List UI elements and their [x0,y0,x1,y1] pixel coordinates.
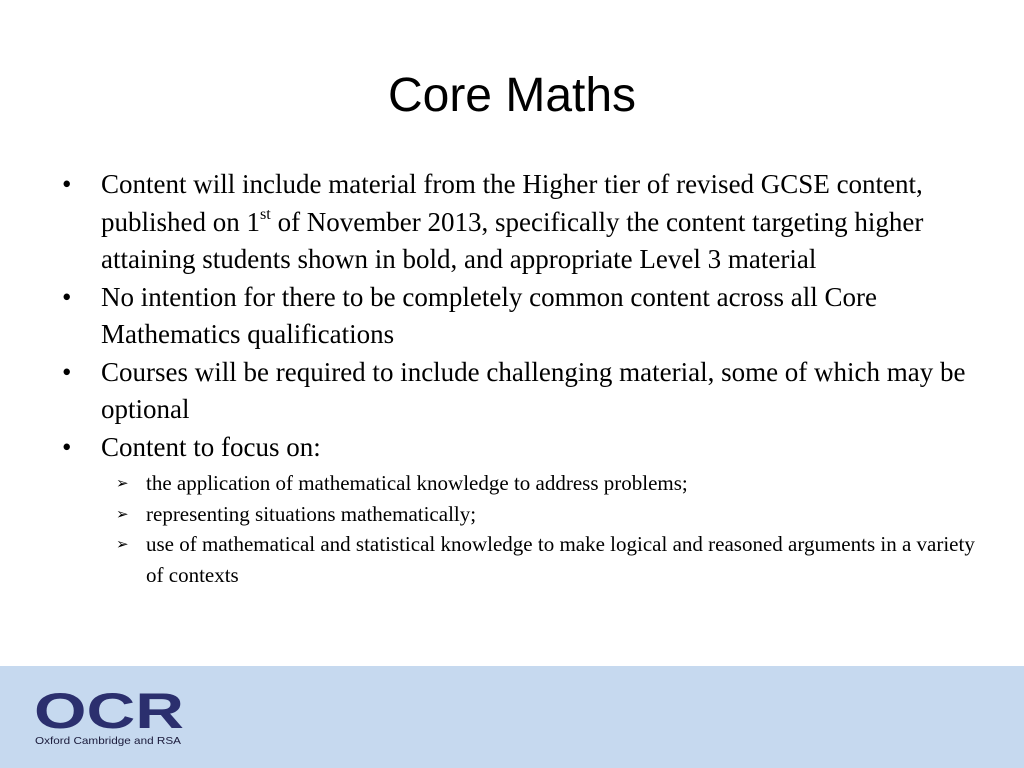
bullet-item [56,354,976,429]
arrow-bullet-icon: ➢ [116,535,129,553]
bullet-marker: • [62,356,72,387]
bullet-item [56,429,976,467]
bullet-marker: • [62,169,72,199]
footer-band [0,666,1024,768]
sub-bullet-text: use of mathematical and statistical knowledge to make logical and reasoned arguments in a variety of contexts [146,532,975,587]
sub-bullet-item [56,529,976,590]
bullet-text: Courses will be required to include challenging material, some of which may be optional [101,356,966,424]
bullet-text: No intention for there to be completely common content across all Core Mathematics qualifications [101,281,878,349]
bullet-text: Content will include material from the Higher tier of revised GCSE content, published on 1 [101,169,923,237]
bullet-superscript: st [260,204,271,223]
arrow-bullet-icon: ➢ [116,474,129,492]
sub-bullet-item [56,499,976,530]
ocr-logo [32,688,192,748]
bullet-marker: • [62,431,72,462]
bullet-marker: • [62,281,72,312]
sub-bullet-text: representing situations mathematically; [146,501,477,526]
sub-bullet-text: the application of mathematical knowledge to address problems; [146,471,688,495]
sub-bullet-list [56,468,976,590]
bullet-text: of November 2013, specifically the content targeting higher attaining students shown in bold, and appropriate Level 3 material [101,206,924,274]
bullet-text: Content to focus on: [101,431,321,462]
arrow-bullet-icon: ➢ [116,504,129,523]
slide-body [56,166,976,590]
ocr-logo-tagline: Oxford Cambridge and RSA [35,735,181,747]
bullet-item [56,166,976,279]
ocr-logo-letters: OCR [34,688,184,739]
bullet-item [56,279,976,354]
sub-bullet-item [56,468,976,499]
slide-title: Core Maths [387,69,637,122]
